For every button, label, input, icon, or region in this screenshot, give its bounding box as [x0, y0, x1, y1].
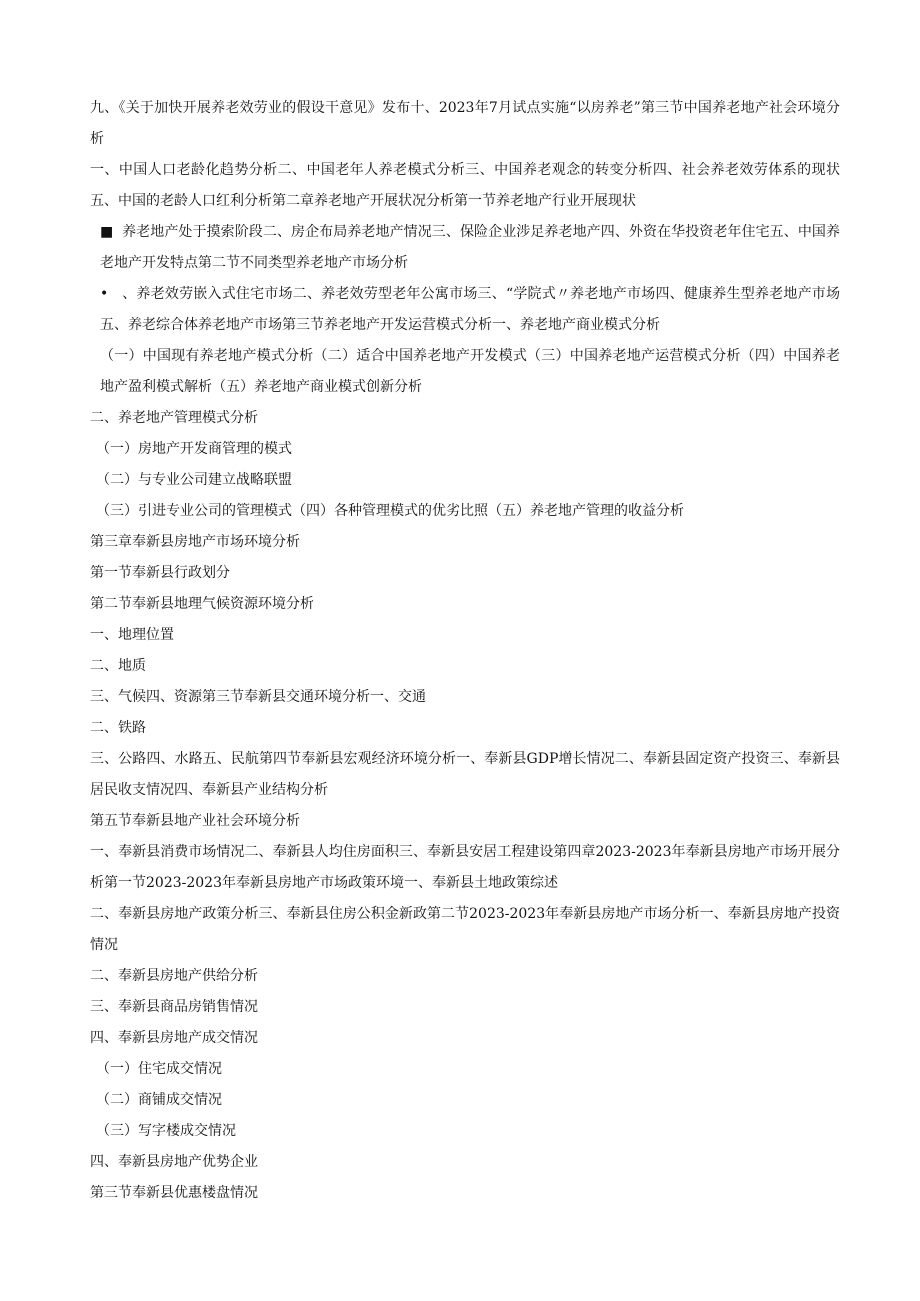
document-body	[90, 93, 840, 1209]
paragraph-3-text: 养老地产处于摸索阶段二、房企布局养老地产情况三、保险企业涉足养老地产四、外资在华投资老年住宅五、中国养老地产开发特点第二节不同类型养老地产市场分析	[100, 224, 840, 271]
section-1-heading: 第一节奉新县行政划分	[90, 565, 230, 581]
section-2-heading: 第二节奉新县地理气候资源环境分析	[90, 596, 314, 612]
paragraph-26: （三）写字楼成交情况	[96, 1123, 236, 1139]
paragraph-21: 二、奉新县房地产供给分析	[90, 968, 258, 984]
paragraph-7: （一）房地产开发商管理的模式	[96, 441, 292, 457]
paragraph-22: 三、奉新县商品房销售情况	[90, 999, 258, 1015]
paragraph-23: 四、奉新县房地产成交情况	[90, 1030, 258, 1046]
paragraph-24: （一）住宅成交情况	[96, 1061, 222, 1077]
paragraph-16: 二、铁路	[90, 720, 146, 736]
paragraph-13: 一、地理位置	[90, 627, 174, 643]
paragraph-9: （三）引进专业公司的管理模式（四）各种管理模式的优劣比照（五）养老地产管理的收益分析	[96, 503, 684, 519]
paragraph-14: 二、地质	[90, 658, 146, 674]
paragraph-4	[90, 279, 840, 341]
square-bullet-icon: ■	[100, 224, 114, 240]
paragraph-4-text: 、养老效劳嵌入式住宅市场二、养老效劳型老年公寓市场三、“学院式〃养老地产市场四、健康养生型养老地产市场五、养老综合体养老地产市场第三节养老地产开发运营模式分析一、养老地产商业模式分析	[100, 286, 840, 333]
paragraph-27: 四、奉新县房地产优势企业	[90, 1154, 258, 1170]
paragraph-15: 三、气候四、资源第三节奉新县交通环境分析一、交通	[90, 689, 426, 705]
paragraph-3	[90, 217, 840, 279]
paragraph-8: （二）与专业公司建立战略联盟	[96, 472, 292, 488]
paragraph-25: （二）商铺成交情况	[96, 1092, 222, 1108]
section-5-heading: 第五节奉新县地产业社会环境分析	[90, 813, 300, 829]
paragraph-20: 二、奉新县房地产政策分析三、奉新县住房公积金新政第二节2023-2023年奉新县房地产市场分析一、奉新县房地产投资情况	[90, 906, 840, 953]
paragraph-19: 一、奉新县消费市场情况二、奉新县人均住房面积三、奉新县安居工程建设第四章2023-2023年奉新县房地产市场开展分析第一节2023-2023年奉新县房地产市场政策环境一、奉新县土地政策综述	[90, 844, 840, 891]
paragraph-5: （一）中国现有养老地产模式分析（二）适合中国养老地产开发模式（三）中国养老地产运营模式分析（四）中国养老地产盈利模式解析（五）养老地产商业模式创新分析	[100, 348, 840, 395]
paragraph-6: 二、养老地产管理模式分析	[90, 410, 258, 426]
section-3-heading: 第三节奉新县优惠楼盘情况	[90, 1185, 258, 1201]
chapter-3-heading: 第三章奉新县房地产市场环境分析	[90, 534, 300, 550]
paragraph-17: 三、公路四、水路五、民航第四节奉新县宏观经济环境分析一、奉新县GDP增长情况二、奉新县固定资产投资三、奉新县居民收支情况四、奉新县产业结构分析	[90, 751, 840, 798]
dot-bullet-icon: •	[100, 286, 109, 302]
paragraph-2: 一、中国人口老龄化趋势分析二、中国老年人养老模式分析三、中国养老观念的转变分析四、社会养老效劳体系的现状五、中国的老龄人口红利分析第二章养老地产开展状况分析第一节养老地产行业开展现状	[90, 162, 840, 209]
paragraph-1: 九、《关于加快开展养老效劳业的假设干意见》发布十、2023年7月试点实施“以房养老”第三节中国养老地产社会环境分析	[90, 100, 840, 147]
